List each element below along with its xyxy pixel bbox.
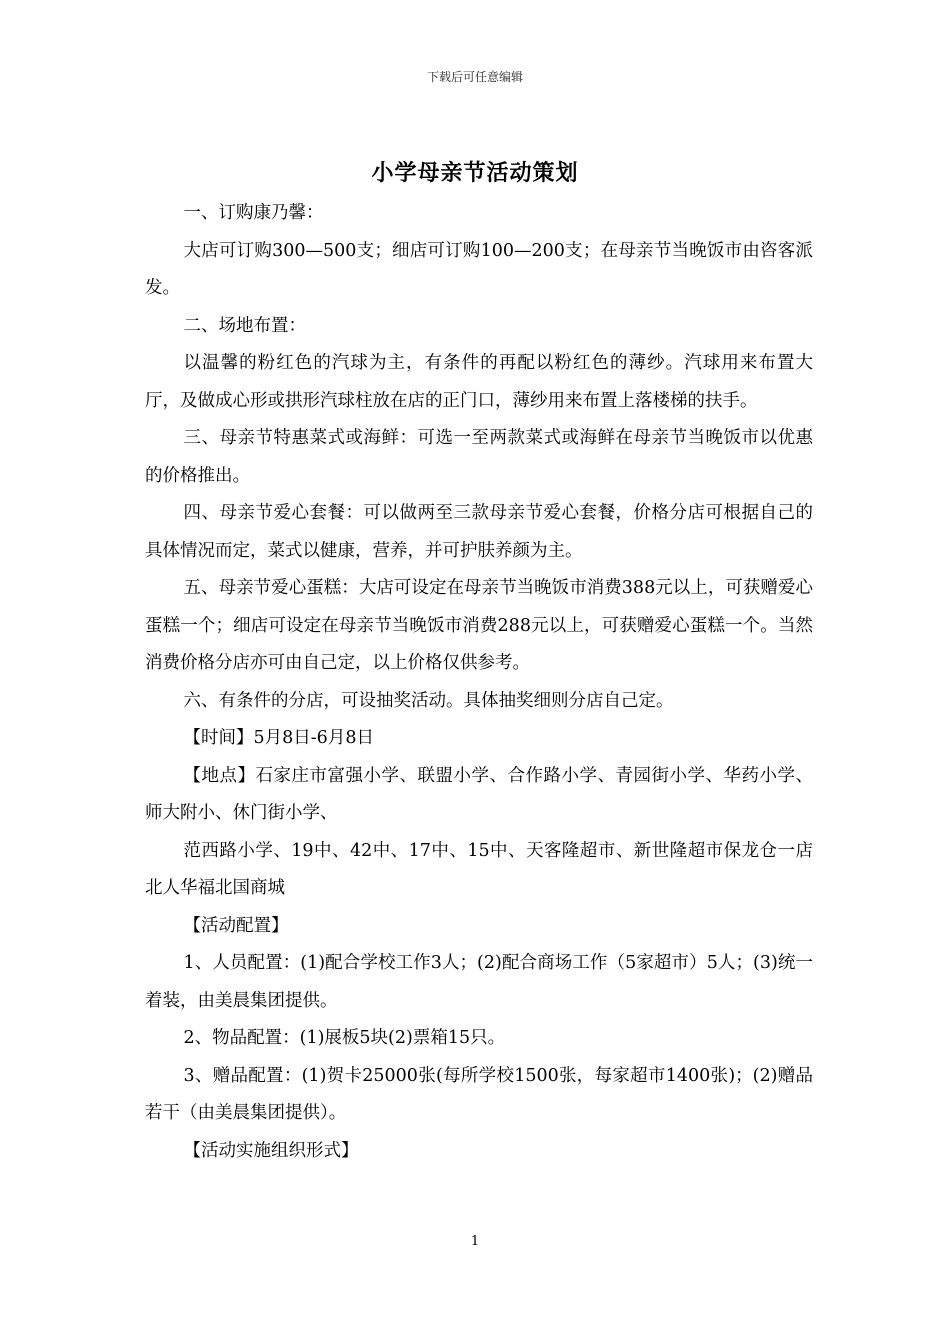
paragraph-love-set-meal: 四、母亲节爱心套餐：可以做两至三款母亲节爱心套餐，价格分店可根据自己的具体情况而定，菜式以健康，营养，并可护肤养颜为主。 — [145, 503, 813, 561]
paragraph-lottery: 六、有条件的分店，可设抽奖活动。具体抽奖细则分店自己定。 — [183, 690, 674, 711]
document-body — [145, 195, 813, 1170]
section-heading-venue-layout: 二、场地布置： — [183, 315, 306, 336]
paragraph-order-carnations: 大店可订购300—500支；细店可订购100—200支；在母亲节当晚饭市由咨客派发。 — [145, 240, 813, 298]
document-title: 小学母亲节活动策划 — [371, 160, 579, 186]
paragraph-location-continued: 范西路小学、19中、42中、17中、15中、天客隆超市、新世隆超市保龙仓一店北人华福北国商城 — [145, 840, 813, 898]
paragraph-venue-layout: 以温馨的粉红色的汽球为主，有条件的再配以粉红色的薄纱。汽球用来布置大厅，及做成心形或拱形汽球柱放在店的正门口，薄纱用来布置上落楼梯的扶手。 — [145, 353, 813, 411]
paragraph-time: 【时间】5月8日-6月8日 — [183, 728, 374, 748]
paragraph-location: 【地点】石家庄市富强小学、联盟小学、合作路小学、青园街小学、华药小学、师大附小、休门街小学、 — [145, 765, 813, 823]
section-heading-activity-config: 【活动配置】 — [183, 915, 289, 936]
page-header-note: 下载后可任意编辑 — [426, 70, 523, 84]
page-number: 1 — [470, 1234, 480, 1249]
paragraph-gift-config: 3、赠品配置：(1)贺卡25000张(每所学校1500张，每家超市1400张)；(2)赠品若干（由美晨集团提供）。 — [145, 1065, 813, 1123]
paragraph-item-config: 2、物品配置：(1)展板5块(2)票箱15只。 — [183, 1028, 506, 1048]
section-heading-implementation: 【活动实施组织形式】 — [183, 1140, 359, 1161]
section-heading-order-carnations: 一、订购康乃馨： — [183, 203, 324, 223]
paragraph-special-dishes: 三、母亲节特惠菜式或海鲜：可选一至两款菜式或海鲜在母亲节当晚饭市以优惠的价格推出。 — [145, 428, 813, 486]
paragraph-staff-config: 1、人员配置：(1)配合学校工作3人；(2)配合商场工作（5家超市）5人；(3)统一着装，由美晨集团提供。 — [145, 953, 813, 1011]
paragraph-love-cake: 五、母亲节爱心蛋糕：大店可设定在母亲节当晚饭市消费388元以上，可获赠爱心蛋糕一个；细店可设定在母亲节当晚饭市消费288元以上，可获赠爱心蛋糕一个。当然消费价格分店亦可由自己定，以上价格仅供参考。 — [145, 578, 813, 673]
